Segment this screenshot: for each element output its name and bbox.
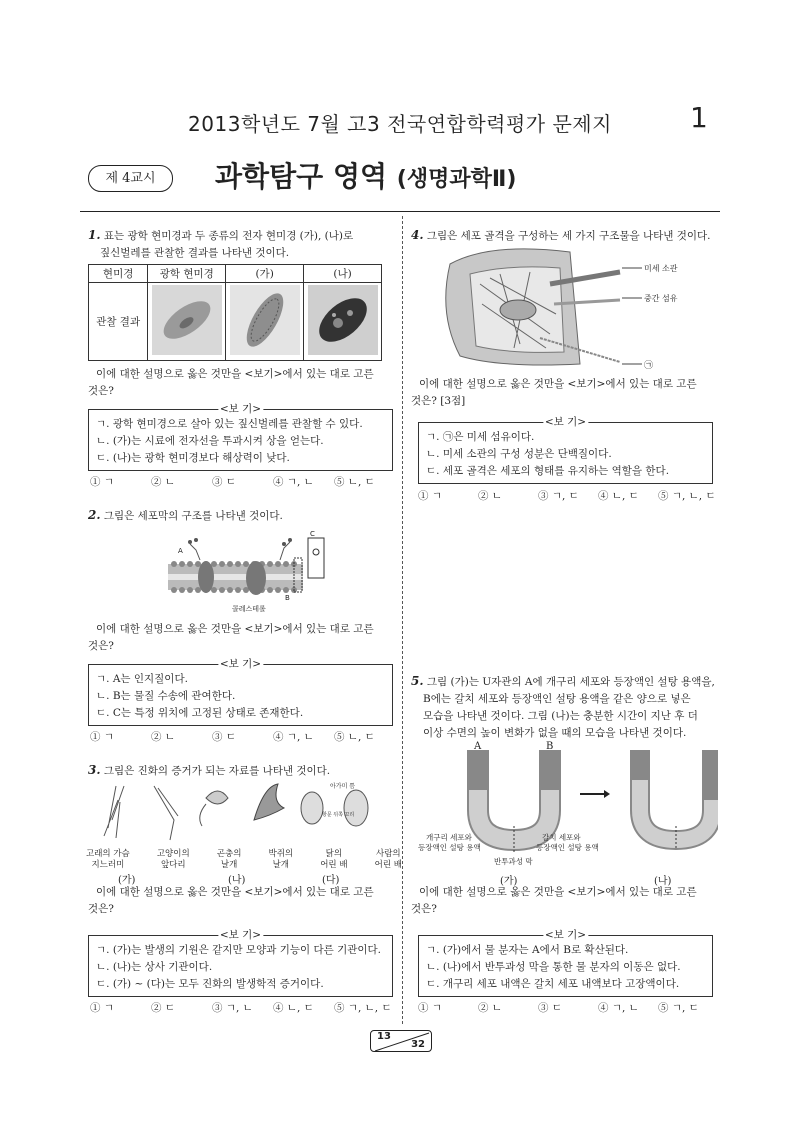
choice[interactable]: ② ㄴ (478, 1002, 502, 1014)
q5-option: ㄴ. (나)에서 반투과성 막을 통한 물 분자의 이동은 없다. (426, 961, 681, 973)
choice[interactable]: ④ ㄴ, ㄷ (598, 490, 639, 502)
q5-prompt: 이에 대한 설명으로 옳은 것만을 <보기>에서 있는 대로 고른 것은? (411, 886, 697, 915)
choice[interactable]: ② ㄴ (151, 731, 175, 743)
q3-prompt: 이에 대한 설명으로 옳은 것만을 <보기>에서 있는 대로 고른 것은? (88, 886, 374, 915)
q1-choices (90, 474, 395, 489)
q4-choices (418, 488, 718, 503)
choice[interactable]: ② ㄷ (151, 1002, 175, 1014)
q4-prompt: 이에 대한 설명으로 옳은 것만을 <보기>에서 있는 대로 고른 것은? [3점] (411, 378, 697, 407)
choice[interactable]: ⑤ ㄴ, ㄷ (334, 731, 375, 743)
choice[interactable]: ③ ㄷ (212, 476, 236, 488)
q4-option: ㄱ. ㉠은 미세 섬유이다. (426, 431, 535, 443)
bogi-title: <보 기> (544, 416, 587, 428)
q1-prompt: 이에 대한 설명으로 옳은 것만을 <보기>에서 있는 대로 고른 것은? (88, 368, 374, 397)
column-divider (402, 216, 403, 1024)
label-intermediate: 중간 섬유 (644, 294, 678, 303)
fish-label-2: 등장액인 설탕 용액 (536, 843, 599, 852)
choice[interactable]: ③ ㄱ, ㄷ (538, 490, 579, 502)
group-label: (나) (228, 875, 246, 886)
choice[interactable]: ③ ㄷ (538, 1002, 562, 1014)
embryo-tail-label: 항문 뒤쪽 꼬리 (322, 812, 355, 818)
choice[interactable]: ③ ㄷ (212, 731, 236, 743)
q1-stem-2: 짚신벌레를 관찰한 결과를 나타낸 것이다. (100, 247, 290, 259)
subject-title (215, 155, 516, 195)
q2-choices (90, 729, 395, 744)
label-microtubule: 미세 소관 (644, 264, 678, 273)
period-badge: 제 4교시 (88, 165, 173, 192)
cell-membrane-figure (160, 528, 330, 620)
question-2: 2. 그림은 세포막의 구조를 나타낸 것이다. (88, 508, 283, 522)
choice[interactable]: ⑤ ㄱ, ㄷ (658, 1002, 699, 1014)
cytoskeleton-figure (430, 244, 720, 376)
label-x: ㉠ (644, 361, 654, 371)
page-current: 13 (377, 1031, 391, 1042)
q2-option: ㄷ. C는 특정 위치에 고정된 상태로 존재한다. (96, 707, 304, 719)
subject-name: 과학탐구 영역 (215, 160, 388, 193)
sem-image (226, 283, 304, 361)
q2-bogi-box (88, 658, 393, 726)
choice[interactable]: ① ㄱ (418, 1002, 442, 1014)
frog-label-2: 등장액인 설탕 용액 (418, 843, 481, 852)
page-counter (370, 1030, 432, 1052)
q3-option: ㄷ. (가) ~ (다)는 모두 진화의 발생학적 증거이다. (96, 978, 324, 990)
fig-label: 고양이의 앞다리 (156, 849, 190, 870)
evolution-figure (94, 780, 394, 846)
fish-label: 갈치 세포와 (542, 833, 581, 842)
fig-label-na: (나) (654, 876, 672, 887)
q3-option: ㄴ. (나)는 상사 기관이다. (96, 961, 213, 973)
table-header: 광학 현미경 (148, 265, 226, 283)
table-header: 현미경 (89, 265, 148, 283)
choice[interactable]: ① ㄱ (418, 490, 442, 502)
q5-choices (418, 1000, 718, 1015)
table-header: (가) (226, 265, 304, 283)
question-5: 5. 그림 (가)는 U자관의 A에 개구리 세포와 등장액인 설탕 용액을, B에는 갈치 세포와 등장액인 설탕 용액을 같은 양으로 넣은 모습을 나타낸 것이다. 그림 (나)는 충분한 시간이 지난 후 더 이상 수면의 높이 변화가 없을 때의 모습을 나타낸 것이다. (411, 673, 721, 742)
tube-label-b: B (546, 741, 554, 752)
q1-option: ㄱ. 광학 현미경으로 살아 있는 짚신벌레를 관찰할 수 있다. (96, 418, 363, 430)
membrane-label: 반투과성 막 (494, 857, 533, 866)
q5-stem-1: 5. 그림 (가)는 U자관의 A에 개구리 세포와 등장액인 설탕 용액을, (411, 674, 715, 688)
choice[interactable]: ① ㄱ (90, 731, 114, 743)
label-a: A (178, 547, 183, 555)
q4-option: ㄷ. 세포 골격은 세포의 형태를 유지하는 역할을 한다. (426, 465, 670, 477)
page-number: 1 (690, 101, 708, 134)
label-b: B (285, 594, 290, 602)
q2-option: ㄴ. B는 물질 수송에 관여한다. (96, 690, 236, 702)
choice[interactable]: ⑤ ㄱ, ㄴ, ㄷ (334, 1002, 392, 1014)
bogi-title: <보 기> (544, 929, 587, 941)
choice[interactable]: ③ ㄱ, ㄴ (212, 1002, 253, 1014)
q3-option: ㄱ. (가)는 발생의 기원은 같지만 모양과 기능이 다른 기관이다. (96, 944, 382, 956)
optical-image (148, 283, 226, 361)
bogi-title: <보 기> (219, 403, 262, 415)
choice[interactable]: ② ㄴ (151, 476, 175, 488)
q2-option: ㄱ. A는 인지질이다. (96, 673, 188, 685)
choice[interactable]: ① ㄱ (90, 476, 114, 488)
subject-sub: (생명과학Ⅱ) (396, 167, 517, 192)
q1-option: ㄴ. (가)는 시료에 전자선을 투과시켜 상을 얻는다. (96, 435, 324, 447)
table-row-label: 관찰 결과 (89, 283, 148, 361)
q4-bogi-box (418, 416, 713, 484)
exam-title: 2013학년도 7월 고3 전국연합학력평가 문제지 (188, 112, 612, 136)
q4-option: ㄴ. 미세 소관의 구성 성분은 단백질이다. (426, 448, 612, 460)
group-label: (가) (118, 875, 136, 886)
choice[interactable]: ④ ㄱ, ㄴ (598, 1002, 639, 1014)
tube-label-a: A (474, 741, 482, 752)
choice[interactable]: ④ ㄴ, ㄷ (273, 1002, 314, 1014)
choice[interactable]: ② ㄴ (478, 490, 502, 502)
group-label: (다) (322, 875, 340, 886)
fig-label: 고래의 가슴 지느러미 (86, 849, 130, 870)
q5-option: ㄷ. 개구리 세포 내액은 갈치 세포 내액보다 고장액이다. (426, 978, 680, 990)
question-3: 3. 그림은 진화의 증거가 되는 자료를 나타낸 것이다. (88, 763, 331, 777)
choice[interactable]: ⑤ ㄱ, ㄴ, ㄷ (658, 490, 716, 502)
q5-option: ㄱ. (가)에서 물 분자는 A에서 B로 확산된다. (426, 944, 629, 956)
header-divider (80, 211, 720, 212)
page-total: 32 (411, 1039, 425, 1050)
fig-label: 닭의 어린 배 (320, 849, 348, 870)
label-cholesterol: 콜레스테롤 (232, 605, 266, 613)
bogi-title: <보 기> (219, 658, 262, 670)
choice[interactable]: ④ ㄱ, ㄴ (273, 731, 314, 743)
q1-option: ㄷ. (나)는 광학 현미경보다 해상력이 낮다. (96, 452, 290, 464)
label-c: C (310, 530, 315, 538)
q1-stem-1: 1. 표는 광학 현미경과 두 종류의 전자 현미경 (가), (나)로 (88, 228, 354, 242)
q1-bogi-box (88, 403, 393, 471)
q5-bogi-box (418, 929, 713, 997)
fig-label-ga: (가) (500, 876, 518, 887)
table-header: (나) (304, 265, 382, 283)
frog-label: 개구리 세포와 (426, 833, 472, 842)
microscope-table (88, 264, 382, 361)
bogi-title: <보 기> (219, 929, 262, 941)
question-1 (88, 227, 393, 262)
fig-label: 사람의 어린 배 (374, 849, 402, 870)
tem-image (304, 283, 382, 361)
u-tube-figure (418, 740, 718, 872)
choice[interactable]: ⑤ ㄴ, ㄷ (334, 476, 375, 488)
fig-label: 박쥐의 날개 (268, 849, 294, 870)
question-4: 4. 그림은 세포 골격을 구성하는 세 가지 구조물을 나타낸 것이다. (411, 228, 711, 242)
q3-choices (90, 1000, 395, 1015)
q3-bogi-box (88, 929, 393, 997)
fig-label: 곤충의 날개 (216, 849, 242, 870)
evolution-fig-labels (86, 849, 402, 871)
choice[interactable]: ④ ㄱ, ㄴ (273, 476, 314, 488)
q2-prompt: 이에 대한 설명으로 옳은 것만을 <보기>에서 있는 대로 고른 것은? (88, 623, 374, 652)
choice[interactable]: ① ㄱ (90, 1002, 114, 1014)
embryo-gill-label: 아가미 틈 (330, 783, 356, 790)
